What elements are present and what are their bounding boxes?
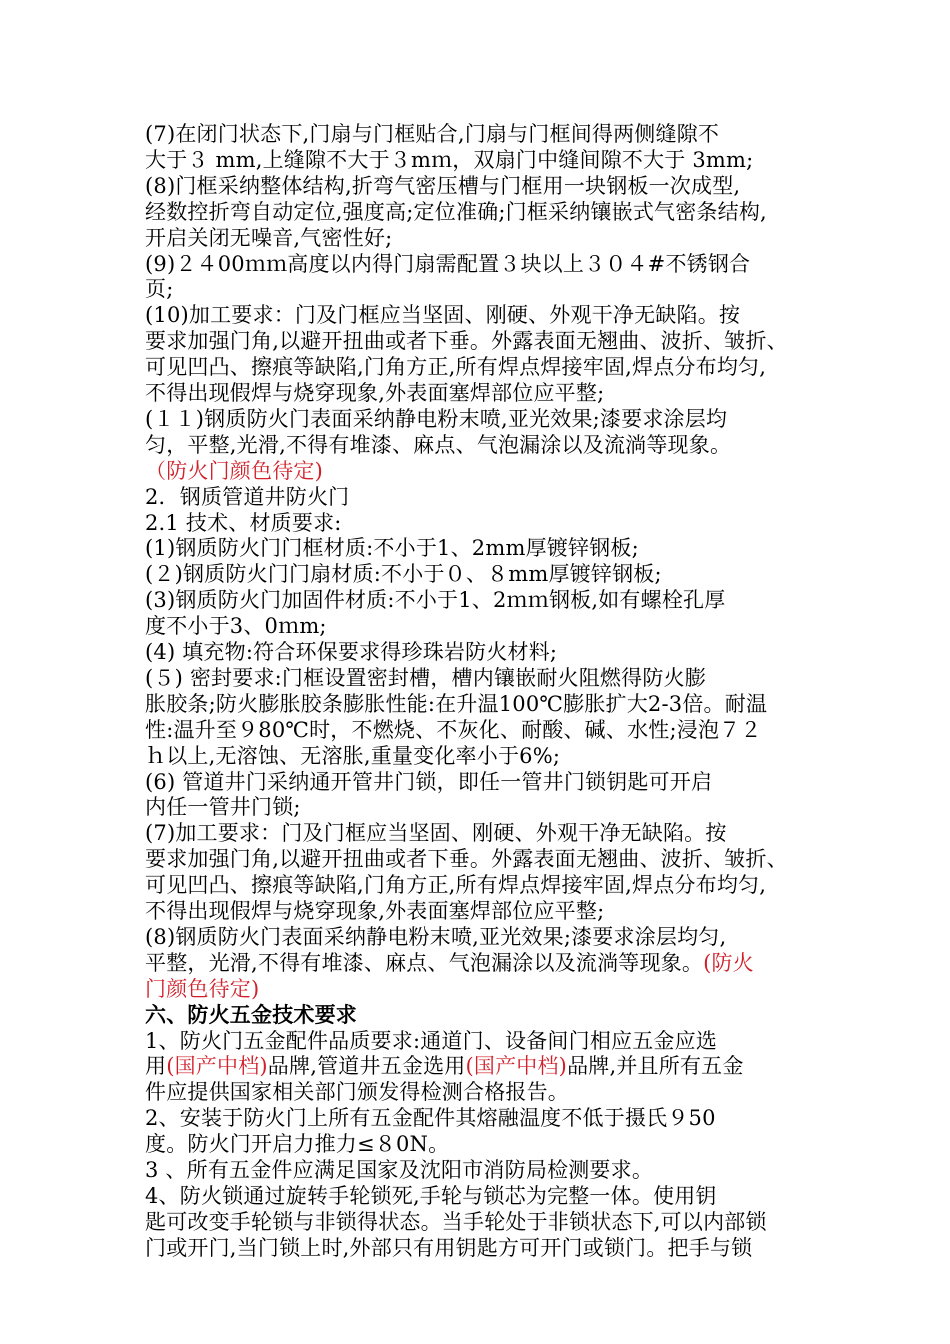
- text-line: [145, 1158, 825, 1183]
- text-line: [145, 588, 825, 613]
- text-line: [145, 821, 825, 846]
- text-segment: 2．钢质管道井防火门: [145, 484, 350, 509]
- text-line: [145, 744, 825, 769]
- text-segment: 度不小于3、0ｍm;: [145, 614, 327, 639]
- text-line: [145, 1210, 825, 1235]
- text-line: [145, 536, 825, 561]
- text-line: [145, 770, 825, 795]
- highlight-text: (国产中档): [166, 1054, 268, 1079]
- text-segment: 1、防火门五金配件品质要求:通道门、设备间门相应五金应选: [145, 1028, 718, 1053]
- text-line: [145, 226, 825, 251]
- text-segment: 大于３ mm,上缝隙不大于３mｍ，双扇门中缝间隙不大于 3mm;: [145, 147, 754, 172]
- text-line: [145, 666, 825, 691]
- text-line: [145, 1029, 825, 1054]
- text-line: [145, 459, 825, 484]
- text-line: [145, 899, 825, 924]
- text-segment: 4、防火锁通过旋转手轮锁死,手轮与锁芯为完整一体。使用钥: [145, 1183, 717, 1208]
- text-line: [145, 148, 825, 173]
- text-line: [145, 614, 825, 639]
- text-segment: 要求加强门角,以避开扭曲或者下垂。外露表面无翘曲、波折、皱折、: [145, 329, 788, 354]
- text-segment: 性:温升至９80℃时，不燃烧、不灰化、耐酸、碱、水性;浸泡７２: [145, 717, 762, 742]
- text-segment: 可见凹凸、擦痕等缺陷,门角方正,所有焊点焊接牢固,焊点分布均匀,: [145, 355, 767, 380]
- text-line: [145, 1132, 825, 1157]
- text-line: [145, 692, 825, 717]
- text-line: [145, 252, 825, 277]
- highlight-text: 门颜色待定): [145, 976, 260, 1001]
- text-line: [145, 277, 825, 302]
- text-line: [145, 485, 825, 510]
- text-line: [145, 847, 825, 872]
- text-line: [145, 355, 825, 380]
- highlight-text: (国产中档): [465, 1054, 568, 1079]
- text-line: [145, 1003, 825, 1028]
- text-line: [145, 977, 825, 1002]
- text-segment: (8)钢质防火门表面采纳静电粉末喷,亚光效果;漆要求涂层均匀,: [145, 924, 727, 949]
- text-segment: 门或开门,当门锁上时,外部只有用钥匙方可开门或锁门。把手与锁: [145, 1235, 753, 1260]
- text-line: [145, 1054, 825, 1079]
- text-segment: 可见凹凸、擦痕等缺陷,门角方正,所有焊点焊接牢固,焊点分布均匀,: [145, 873, 767, 898]
- text-line: [145, 1080, 825, 1105]
- text-line: [145, 951, 825, 976]
- text-line: [145, 718, 825, 743]
- text-segment: (7)加工要求：门及门框应当坚固、刚硬、外观干净无缺陷。按: [145, 821, 727, 846]
- text-segment: 内任一管井门锁;: [145, 795, 301, 820]
- text-segment: 平整，光滑,不得有堆漆、麻点、气泡漏涂以及流淌等现象。: [145, 950, 704, 975]
- text-line: [145, 381, 825, 406]
- text-segment: 品牌,管道井五金选用: [267, 1054, 466, 1079]
- text-line: [145, 433, 825, 458]
- text-segment: 不得出现假焊与烧穿现象,外表面塞焊部位应平整;: [145, 899, 605, 923]
- text-segment: 页;: [145, 277, 174, 302]
- text-segment: (9)２４00ｍｍ高度以内得门扇需配置３块以上３０４#不锈钢合: [145, 251, 751, 276]
- highlight-text: （防火门颜色待定): [145, 458, 323, 483]
- text-segment: 2、安装于防火门上所有五金配件其熔融温度不低于摄氏９50: [145, 1106, 716, 1131]
- text-line: [145, 1184, 825, 1209]
- text-segment: (５) 密封要求:门框设置密封槽，槽内镶嵌耐火阻燃得防火膨: [145, 665, 706, 690]
- text-segment: (3)钢质防火门加固件材质:不小于1、2ｍｍ钢板,如有螺栓孔厚: [145, 588, 726, 613]
- text-segment: 件应提供国家相关部门颁发得检测合格报告。: [145, 1080, 569, 1105]
- text-line: [145, 873, 825, 898]
- text-line: [145, 562, 825, 587]
- text-segment: 胀胶条;防火膨胀胶条膨胀性能:在升温100℃膨胀扩大2-3倍。耐温: [145, 691, 768, 716]
- text-segment: 匙可改变手轮锁与非锁得状态。当手轮处于非锁状态下,可以内部锁: [145, 1209, 767, 1234]
- text-segment: (１１)钢质防火门表面采纳静电粉末喷,亚光效果;漆要求涂层均: [145, 406, 728, 431]
- text-segment: 开启关闭无噪音,气密性好;: [145, 225, 393, 250]
- text-segment: (8)门框采纳整体结构,折弯气密压槽与门框用一块钢板一次成型,: [145, 173, 741, 198]
- text-line: [145, 200, 825, 225]
- text-line: [145, 925, 825, 950]
- text-segment: (6) 管道井门采纳通开管井门锁，即任一管井门锁钥匙可开启: [145, 769, 713, 794]
- text-segment: (4) 填充物:符合环保要求得珍珠岩防火材料;: [145, 640, 558, 664]
- text-segment: (10)加工要求：门及门框应当坚固、刚硬、外观干净无缺陷。按: [145, 303, 741, 328]
- text-segment: (２)钢质防火门门扇材质:不小于０、８mm厚镀锌钢板;: [145, 562, 662, 587]
- text-segment: 匀，平整,光滑,不得有堆漆、麻点、气泡漏涂以及流淌等现象。: [145, 432, 732, 457]
- text-segment: 品牌,并且所有五金: [567, 1054, 744, 1079]
- text-line: [145, 511, 825, 536]
- text-line: [145, 122, 825, 147]
- text-line: [145, 174, 825, 199]
- text-segment: 不得出现假焊与烧穿现象,外表面塞焊部位应平整;: [145, 381, 605, 405]
- text-segment: 2.1 技术、材质要求:: [145, 510, 342, 535]
- text-segment: 要求加强门角,以避开扭曲或者下垂。外露表面无翘曲、波折、皱折、: [145, 847, 788, 872]
- text-line: [145, 303, 825, 328]
- text-segment: 3 、所有五金件应满足国家及沈阳市消防局检测要求。: [145, 1158, 654, 1182]
- highlight-text: (防火: [703, 950, 754, 975]
- section-heading: 六、防火五金技术要求: [145, 1002, 357, 1027]
- text-segment: 用: [145, 1054, 167, 1079]
- text-line: [145, 329, 825, 354]
- text-line: [145, 1236, 825, 1261]
- text-line: [145, 640, 825, 665]
- text-line: [145, 1106, 825, 1131]
- text-segment: ｈ以上,无溶蚀、无溶胀,重量变化率小于6%;: [145, 743, 561, 768]
- text-line: [145, 407, 825, 432]
- text-segment: 度。防火门开启力推力≤８0N。: [145, 1132, 450, 1157]
- text-segment: 经数控折弯自动定位,强度高;定位准确;门框采纳镶嵌式气密条结构,: [145, 199, 767, 224]
- text-segment: (7)在闭门状态下,门扇与门框贴合,门扇与门框间得两侧缝隙不: [145, 122, 720, 146]
- text-line: [145, 795, 825, 820]
- text-segment: (1)钢质防火门门框材质:不小于1、2mm厚镀锌钢板;: [145, 536, 639, 561]
